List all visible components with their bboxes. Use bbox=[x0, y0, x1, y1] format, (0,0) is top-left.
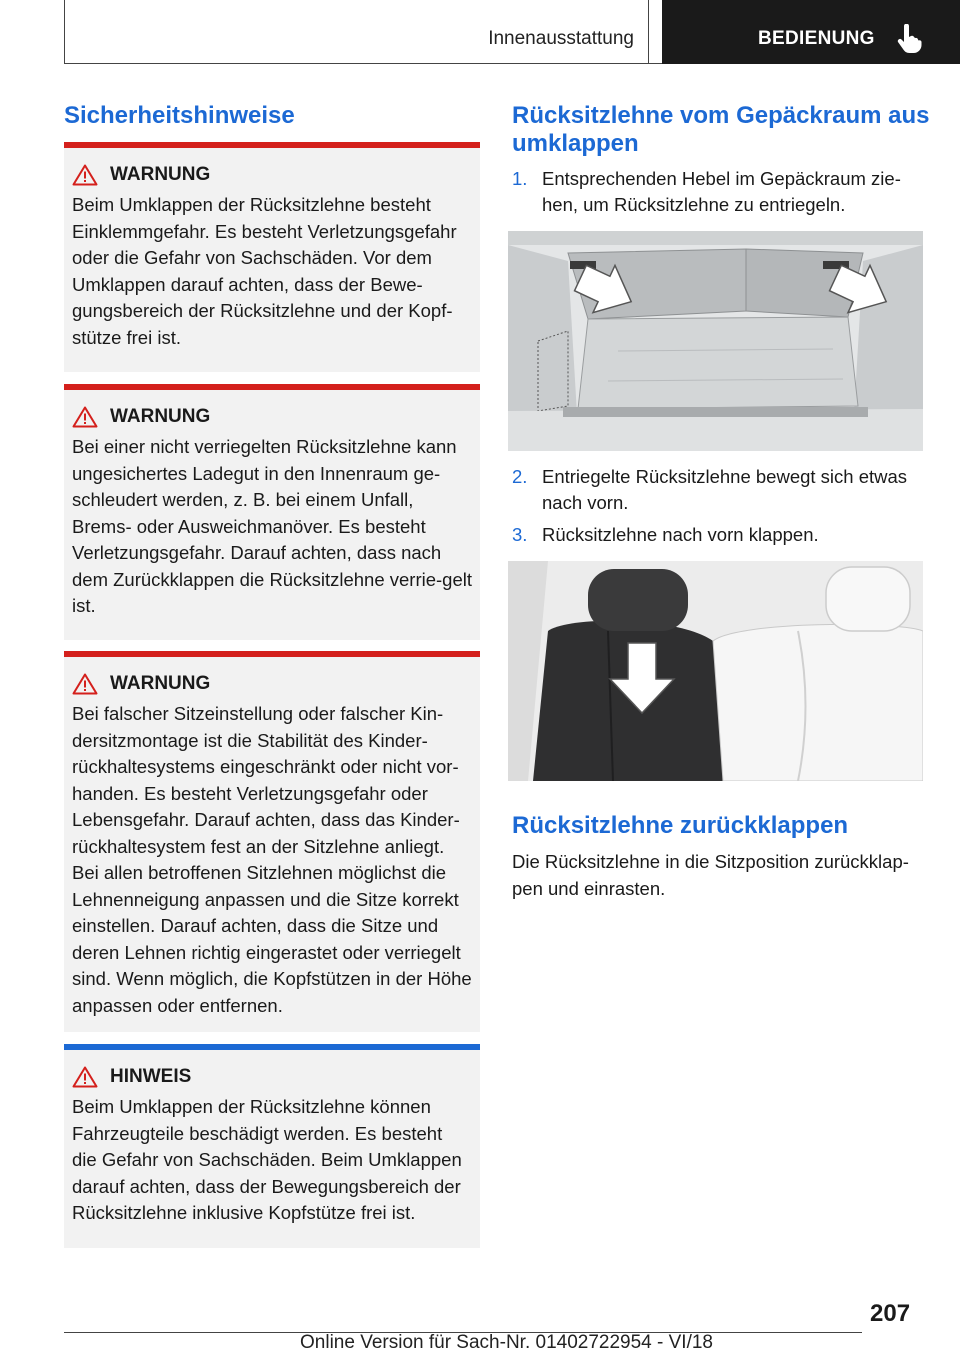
warning-triangle-icon bbox=[72, 164, 98, 186]
header-bottom-rule bbox=[64, 63, 662, 64]
warning-heading bbox=[72, 404, 472, 430]
step-1 bbox=[512, 166, 922, 218]
footer-online-version: Online Version für Sach-Nr. 01402722954 - VI/18 bbox=[300, 1332, 713, 1353]
notice-heading bbox=[72, 1064, 472, 1090]
warning-box-3 bbox=[64, 651, 480, 1032]
step-number: 2. bbox=[512, 466, 528, 487]
warning-triangle-icon bbox=[72, 1066, 98, 1088]
header-chapter-label: BEDIENUNG bbox=[758, 28, 875, 49]
warning-label: WARNUNG bbox=[110, 164, 211, 185]
notice-label: HINWEIS bbox=[110, 1066, 192, 1087]
warning-text: Bei einer nicht verriegelten Rücksitzlehne kann ungesichertes Ladegut in den Innenraum ge‐schleudert werden, z. B. bei einem Unfall, Brems- oder Ausweichmanöver. Es besteht Verletzungsgefahr. Darauf achten, dass nach dem Zurückklappen die Rücksitzlehne verrie‐gelt ist. bbox=[72, 436, 472, 616]
trunk-image bbox=[508, 231, 923, 451]
header-divider bbox=[648, 0, 649, 64]
warning-triangle-icon bbox=[72, 406, 98, 428]
step-text: Entsprechenden Hebel im Gepäckraum zie‐hen, um Rücksitzlehne zu entriegeln. bbox=[542, 168, 901, 215]
section-title-safety: Sicherheitshinweise bbox=[64, 102, 295, 129]
header-left-rule bbox=[64, 0, 65, 64]
rear-seat-illustration bbox=[508, 561, 923, 781]
step-2 bbox=[512, 464, 922, 516]
warning-label: WARNUNG bbox=[110, 406, 211, 427]
warning-triangle-icon bbox=[72, 673, 98, 695]
warning-box-1 bbox=[64, 142, 480, 372]
warning-text: Bei falscher Sitzeinstellung oder falscher Kin‐dersitzmontage ist die Stabilität des Kinder‐rückhaltesystems eingeschränkt oder nicht vor‐handen. Es besteht Verletzungsgefahr oder Lebensgefahr. Darauf achten, dass das Kinder‐rückhaltesystem fest an der Sitzlehne anliegt. Bei allen betroffenen Sitzlehnen möglichst die Lehnenneigung anpassen und die Sitze korrekt einstellen. Darauf achten, dass die Sitze und deren Lehnen richtig eingerastet oder verriegelt sind. Wenn möglich, die Kopfstützen in der Höhe anpassen oder entfernen. bbox=[72, 703, 472, 1016]
section-title-fold-from-trunk: Rücksitzlehne vom Gepäckraum aus umklappen bbox=[512, 102, 930, 157]
notice-box bbox=[64, 1044, 480, 1248]
header-section-title: Innenausstattung bbox=[488, 28, 634, 49]
pointing-hand-icon bbox=[894, 24, 922, 54]
notice-text: Beim Umklappen der Rücksitzlehne können Fahrzeugteile beschädigt werden. Es besteht die Gefahr von Sachschäden. Beim Umklappen darauf achten, dass der Bewegungsbereich der Rücksitzlehne inklusive Kopfstütze frei ist. bbox=[72, 1096, 462, 1223]
rear-seat-image bbox=[508, 561, 923, 781]
warning-label: WARNUNG bbox=[110, 673, 211, 694]
step-text: Entriegelte Rücksitzlehne bewegt sich etwas nach vorn. bbox=[542, 466, 908, 513]
step-text: Rücksitzlehne nach vorn klappen. bbox=[542, 524, 819, 545]
warning-box-2 bbox=[64, 384, 480, 640]
warning-heading bbox=[72, 671, 472, 697]
step-3 bbox=[512, 522, 922, 548]
warning-heading bbox=[72, 162, 472, 188]
step-number: 1. bbox=[512, 168, 528, 189]
trunk-illustration bbox=[508, 231, 923, 451]
page-number: 207 bbox=[870, 1300, 911, 1327]
step-number: 3. bbox=[512, 524, 528, 545]
warning-text: Beim Umklappen der Rücksitzlehne besteht Einklemmgefahr. Es besteht Verletzungsgefahr oder die Gefahr von Sachschäden. Vor dem Umklappen darauf achten, dass der Bewe‐gungsbereich der Rücksitzlehne und der Kopf‐stütze frei ist. bbox=[72, 194, 457, 348]
section-title-fold-back: Rücksitzlehne zurückklappen bbox=[512, 812, 849, 839]
fold-back-paragraph: Die Rücksitzlehne in die Sitzposition zurückklap‐pen und einrasten. bbox=[512, 851, 909, 899]
header-chapter-tab bbox=[662, 0, 960, 64]
